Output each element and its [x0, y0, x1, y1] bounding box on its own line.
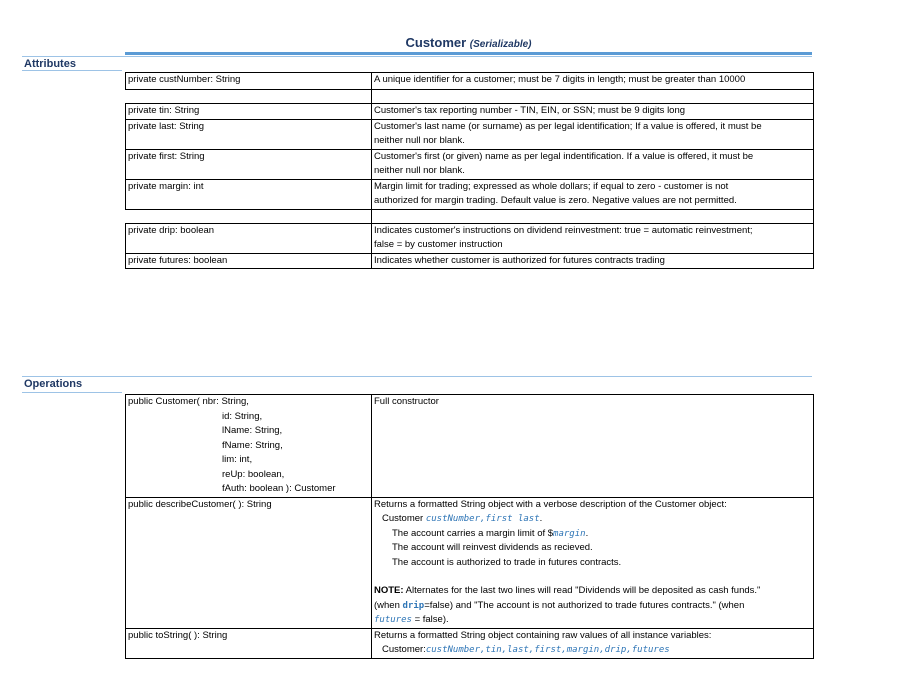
- table-row: [126, 253, 814, 269]
- table-row: [126, 179, 814, 209]
- class-title: [125, 35, 812, 50]
- operations-divider: [22, 376, 812, 377]
- class-name: Customer: [405, 35, 467, 50]
- operations-table: [125, 394, 814, 659]
- attribute-desc: Customer's last name (or surname) as per legal identification; If a value is offered, it must be neither null nor blank.: [372, 119, 814, 149]
- attribute-desc: Indicates customer's instructions on dividend reinvestment: true = automatic reinvestment; false = by customer instruction: [372, 223, 814, 253]
- attribute-desc: A unique identifier for a customer; must be 7 digits in length; must be greater than 10000: [372, 73, 814, 90]
- constructor-desc: Full constructor: [372, 395, 814, 498]
- attribute-name: private last: String: [126, 119, 372, 149]
- table-row: [126, 149, 814, 179]
- table-row: [126, 497, 814, 628]
- attribute-name: private margin: int: [126, 179, 372, 209]
- attribute-name: private tin: String: [126, 104, 372, 120]
- title-rule: [125, 52, 812, 55]
- table-row: [126, 119, 814, 149]
- tostring-desc: Returns a formatted String object containing raw values of all instance variables: Customer:custNumber,tin,last,first,margin,drip,futures: [372, 628, 814, 658]
- attributes-table: [125, 72, 814, 269]
- attributes-underline: [22, 70, 122, 71]
- attribute-desc: Customer's tax reporting number - TIN, EIN, or SSN; must be 9 digits long: [372, 104, 814, 120]
- attribute-name: private futures: boolean: [126, 253, 372, 269]
- attribute-desc: Indicates whether customer is authorized for futures contracts trading: [372, 253, 814, 269]
- operations-underline: [22, 392, 122, 393]
- table-row: [126, 104, 814, 120]
- describe-desc: Returns a formatted String object with a verbose description of the Customer object: Customer custNumber,first last. The account carries a margin limit of $margin. The account will reinvest dividends as recieved. The account is authorized to trade in futures contracts. NOTE: Alternates for the last two lines will read "Dividends will be deposited as cash funds." (when drip=false) and "The account is not authorized to trade futures contracts." (when futures = false).: [372, 497, 814, 628]
- describe-signature: public describeCustomer( ): String: [126, 497, 372, 628]
- tostring-signature: public toString( ): String: [126, 628, 372, 658]
- class-qualifier: (Serializable): [469, 39, 532, 50]
- attribute-name: private drip: boolean: [126, 223, 372, 253]
- attributes-divider: [22, 56, 812, 57]
- attribute-name: private first: String: [126, 149, 372, 179]
- spacer-row: [126, 90, 814, 104]
- spacer-row: [126, 209, 814, 223]
- operations-heading: Operations: [24, 378, 83, 390]
- constructor-signature: public Customer( nbr: String, id: String, lName: String, fName: String, lim: int, reUp: boolean, fAuth: boolean ): Customer: [126, 395, 372, 498]
- table-row: [126, 628, 814, 658]
- attribute-desc: Margin limit for trading; expressed as whole dollars; if equal to zero - customer is not authorized for margin trading. Default value is zero. Negative values are not permitted.: [372, 179, 814, 209]
- table-row: [126, 395, 814, 498]
- attribute-desc: Customer's first (or given) name as per legal indentification. If a value is offered, it must be neither null nor blank.: [372, 149, 814, 179]
- attribute-name: private custNumber: String: [126, 73, 372, 90]
- table-row: [126, 73, 814, 90]
- table-row: [126, 223, 814, 253]
- attributes-heading: Attributes: [24, 58, 76, 70]
